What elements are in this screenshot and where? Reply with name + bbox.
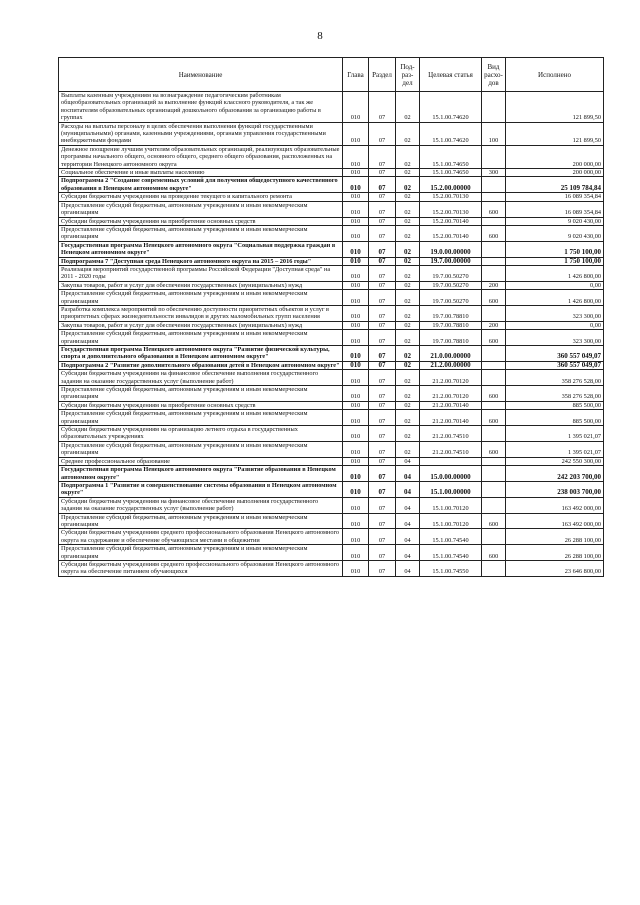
cell-name: Государственная программа Ненецкого автономного округа "Социальная поддержка граждан в Ненецком автономном округе"	[59, 241, 343, 257]
cell-razdel: 07	[369, 193, 396, 201]
cell-podrazdel: 04	[396, 481, 420, 497]
cell-vid: 600	[482, 330, 506, 346]
cell-executed: 1 426 800,00	[506, 265, 604, 281]
cell-glava: 010	[343, 361, 369, 369]
cell-podrazdel: 02	[396, 145, 420, 168]
cell-vid	[482, 497, 506, 513]
cell-podrazdel: 02	[396, 177, 420, 193]
cell-razdel: 07	[369, 92, 396, 123]
cell-razdel: 07	[369, 441, 396, 457]
cell-target: 19.7.00.50270	[420, 290, 482, 306]
cell-executed: 238 003 700,00	[506, 481, 604, 497]
cell-vid: 600	[482, 290, 506, 306]
table-row	[59, 225, 604, 241]
cell-podrazdel: 04	[396, 560, 420, 576]
cell-podrazdel: 02	[396, 401, 420, 409]
cell-razdel: 07	[369, 370, 396, 386]
cell-executed: 885 500,00	[506, 401, 604, 409]
cell-podrazdel: 02	[396, 290, 420, 306]
table-row	[59, 169, 604, 177]
cell-vid	[482, 457, 506, 465]
cell-glava: 010	[343, 193, 369, 201]
cell-glava: 010	[343, 410, 369, 426]
cell-target: 19.7.00.78810	[420, 321, 482, 329]
table-row	[59, 513, 604, 529]
cell-razdel: 07	[369, 481, 396, 497]
table-row	[59, 257, 604, 265]
cell-target: 15.1.00.74620	[420, 122, 482, 145]
cell-executed: 0,00	[506, 281, 604, 289]
cell-target: 21.2.00.70140	[420, 410, 482, 426]
cell-executed: 885 500,00	[506, 410, 604, 426]
cell-razdel: 07	[369, 225, 396, 241]
cell-target: 15.1.00.74620	[420, 92, 482, 123]
table-row	[59, 305, 604, 321]
cell-podrazdel: 04	[396, 457, 420, 465]
cell-executed: 26 288 100,00	[506, 529, 604, 545]
cell-razdel: 07	[369, 145, 396, 168]
cell-podrazdel: 02	[396, 305, 420, 321]
cell-podrazdel: 04	[396, 513, 420, 529]
cell-vid: 600	[482, 410, 506, 426]
cell-razdel: 07	[369, 281, 396, 289]
cell-glava: 010	[343, 346, 369, 362]
cell-vid	[482, 481, 506, 497]
header-glava: Глава	[343, 58, 369, 92]
table-row	[59, 217, 604, 225]
cell-podrazdel: 02	[396, 441, 420, 457]
cell-target: 15.2.00.00000	[420, 177, 482, 193]
cell-glava: 010	[343, 145, 369, 168]
cell-executed: 360 557 049,07	[506, 346, 604, 362]
cell-razdel: 07	[369, 169, 396, 177]
table-row	[59, 122, 604, 145]
cell-name: Субсидии бюджетным учреждениям на приобретение основных средств	[59, 401, 343, 409]
cell-target: 21.2.00.00000	[420, 361, 482, 369]
cell-glava: 010	[343, 290, 369, 306]
cell-vid	[482, 401, 506, 409]
table-row	[59, 426, 604, 442]
table-row	[59, 361, 604, 369]
header-executed: Исполнено	[506, 58, 604, 92]
table-row	[59, 193, 604, 201]
cell-razdel: 07	[369, 401, 396, 409]
cell-glava: 010	[343, 225, 369, 241]
cell-vid	[482, 193, 506, 201]
cell-target: 15.2.00.70130	[420, 201, 482, 217]
table-row	[59, 330, 604, 346]
cell-podrazdel: 02	[396, 201, 420, 217]
cell-name: Закупка товаров, работ и услуг для обеспечения государственных (муниципальных) нужд	[59, 321, 343, 329]
page-number: 8	[317, 30, 323, 42]
cell-razdel: 07	[369, 321, 396, 329]
cell-target: 15.1.00.74650	[420, 169, 482, 177]
cell-name: Реализация мероприятий государственной программы Российской Федерации "Доступная среда" на 2011 - 2020 годы	[59, 265, 343, 281]
cell-vid: 300	[482, 169, 506, 177]
cell-vid: 600	[482, 545, 506, 561]
cell-vid: 600	[482, 441, 506, 457]
cell-target: 15.1.00.74540	[420, 545, 482, 561]
cell-podrazdel: 02	[396, 321, 420, 329]
table-row	[59, 281, 604, 289]
cell-executed: 358 276 528,00	[506, 370, 604, 386]
cell-vid	[482, 265, 506, 281]
cell-vid: 200	[482, 281, 506, 289]
table-row	[59, 545, 604, 561]
cell-podrazdel: 02	[396, 92, 420, 123]
cell-podrazdel: 02	[396, 265, 420, 281]
cell-vid	[482, 346, 506, 362]
table-row	[59, 481, 604, 497]
cell-name: Закупка товаров, работ и услуг для обеспечения государственных (муниципальных) нужд	[59, 281, 343, 289]
cell-vid	[482, 92, 506, 123]
cell-executed: 200 000,00	[506, 145, 604, 168]
cell-glava: 010	[343, 330, 369, 346]
table-row	[59, 560, 604, 576]
cell-razdel: 07	[369, 122, 396, 145]
table-row	[59, 92, 604, 123]
cell-target: 15.1.00.74650	[420, 145, 482, 168]
cell-vid	[482, 529, 506, 545]
cell-target: 15.1.00.00000	[420, 481, 482, 497]
table-row	[59, 265, 604, 281]
cell-target	[420, 457, 482, 465]
cell-podrazdel: 02	[396, 281, 420, 289]
cell-target: 19.7.00.00000	[420, 257, 482, 265]
header-vid: Вид расхо- дов	[482, 58, 506, 92]
header-razdel: Раздел	[369, 58, 396, 92]
cell-podrazdel: 02	[396, 217, 420, 225]
cell-glava: 010	[343, 545, 369, 561]
cell-vid	[482, 370, 506, 386]
cell-glava: 010	[343, 122, 369, 145]
cell-glava: 010	[343, 321, 369, 329]
cell-name: Предоставление субсидий бюджетным, автономным учреждениям и иным некоммерческим организациям	[59, 441, 343, 457]
cell-target: 15.2.00.70140	[420, 225, 482, 241]
cell-podrazdel: 04	[396, 529, 420, 545]
cell-razdel: 07	[369, 529, 396, 545]
cell-vid: 600	[482, 386, 506, 402]
cell-glava: 010	[343, 217, 369, 225]
cell-glava: 010	[343, 177, 369, 193]
cell-podrazdel: 02	[396, 410, 420, 426]
cell-vid	[482, 177, 506, 193]
cell-razdel: 07	[369, 257, 396, 265]
cell-target: 15.1.00.74550	[420, 560, 482, 576]
cell-vid: 100	[482, 122, 506, 145]
cell-razdel: 07	[369, 217, 396, 225]
cell-executed: 9 020 430,00	[506, 225, 604, 241]
table-row	[59, 321, 604, 329]
cell-podrazdel: 02	[396, 386, 420, 402]
cell-target: 15.2.00.70130	[420, 193, 482, 201]
table-row	[59, 529, 604, 545]
cell-razdel: 07	[369, 290, 396, 306]
table-row	[59, 466, 604, 482]
cell-vid	[482, 305, 506, 321]
cell-executed: 323 300,00	[506, 305, 604, 321]
cell-vid	[482, 145, 506, 168]
cell-name: Субсидии бюджетным учреждениям на организацию летнего отдыха в государственных образовательных учреждениях	[59, 426, 343, 442]
cell-vid: 600	[482, 225, 506, 241]
cell-razdel: 07	[369, 457, 396, 465]
cell-executed: 121 899,50	[506, 122, 604, 145]
cell-razdel: 07	[369, 560, 396, 576]
cell-executed: 200 000,00	[506, 169, 604, 177]
cell-name: Подпрограмма 2 "Развитие дополнительного образования детей в Ненецком автономном округе"	[59, 361, 343, 369]
cell-glava: 010	[343, 281, 369, 289]
cell-name: Государственная программа Ненецкого автономного округа "Развитие образования в Ненецком автономном округе"	[59, 466, 343, 482]
table-row	[59, 201, 604, 217]
cell-podrazdel: 02	[396, 330, 420, 346]
cell-name: Разработка комплекса мероприятий по обеспечению доступности приоритетных объектов и услуг в приоритетных сферах жизнедеятельности инвалидов и других маломобильных групп населения	[59, 305, 343, 321]
cell-podrazdel: 02	[396, 241, 420, 257]
cell-glava: 010	[343, 401, 369, 409]
cell-glava: 010	[343, 560, 369, 576]
cell-executed: 1 395 021,07	[506, 441, 604, 457]
cell-vid	[482, 257, 506, 265]
header-name: Наименование	[59, 58, 343, 92]
cell-vid	[482, 217, 506, 225]
cell-glava: 010	[343, 257, 369, 265]
cell-glava: 010	[343, 457, 369, 465]
cell-name: Субсидии бюджетным учреждениям среднего профессионального образования Ненецкого автономного округа на обеспечение питанием обучающихся	[59, 560, 343, 576]
cell-executed: 9 020 430,00	[506, 217, 604, 225]
cell-glava: 010	[343, 529, 369, 545]
cell-vid	[482, 560, 506, 576]
cell-glava: 010	[343, 466, 369, 482]
table-row	[59, 410, 604, 426]
cell-glava: 010	[343, 386, 369, 402]
cell-name: Денежное поощрение лучшим учителям образовательных организаций, реализующих образовательные программы начального общего, основного общего, среднего общего образования, расположенных на территории Ненецкого автономного округа	[59, 145, 343, 168]
budget-execution-table	[58, 57, 604, 577]
cell-name: Предоставление субсидий бюджетным, автономным учреждениям и иным некоммерческим организациям	[59, 330, 343, 346]
cell-vid: 600	[482, 513, 506, 529]
cell-glava: 010	[343, 241, 369, 257]
cell-name: Предоставление субсидий бюджетным, автономным учреждениям и иным некоммерческим организациям	[59, 386, 343, 402]
cell-glava: 010	[343, 513, 369, 529]
cell-razdel: 07	[369, 241, 396, 257]
cell-name: Субсидии бюджетным учреждениям на проведение текущего и капитального ремонта	[59, 193, 343, 201]
cell-glava: 010	[343, 441, 369, 457]
cell-executed: 323 300,00	[506, 330, 604, 346]
table-row	[59, 497, 604, 513]
cell-name: Предоставление субсидий бюджетным, автономным учреждениям и иным некоммерческим организациям	[59, 201, 343, 217]
cell-podrazdel: 02	[396, 346, 420, 362]
cell-target: 21.2.00.70120	[420, 386, 482, 402]
cell-name: Подпрограмма 1 "Развитие и совершенствование системы образования в Ненецком автономном округе"	[59, 481, 343, 497]
cell-target: 21.2.00.74510	[420, 441, 482, 457]
cell-razdel: 07	[369, 497, 396, 513]
cell-razdel: 07	[369, 426, 396, 442]
cell-vid	[482, 241, 506, 257]
cell-podrazdel: 02	[396, 169, 420, 177]
cell-vid	[482, 361, 506, 369]
cell-name: Субсидии бюджетным учреждениям на приобретение основных средств	[59, 217, 343, 225]
cell-razdel: 07	[369, 386, 396, 402]
cell-glava: 010	[343, 201, 369, 217]
cell-name: Предоставление субсидий бюджетным, автономным учреждениям и иным некоммерческим организациям	[59, 545, 343, 561]
cell-razdel: 07	[369, 466, 396, 482]
cell-executed: 360 557 049,07	[506, 361, 604, 369]
cell-vid: 600	[482, 201, 506, 217]
cell-executed: 16 089 354,84	[506, 201, 604, 217]
cell-executed: 242 203 700,00	[506, 466, 604, 482]
cell-vid	[482, 466, 506, 482]
cell-executed: 121 899,50	[506, 92, 604, 123]
cell-glava: 010	[343, 370, 369, 386]
cell-executed: 358 276 528,00	[506, 386, 604, 402]
cell-name: Предоставление субсидий бюджетным, автономным учреждениям и иным некоммерческим организациям	[59, 225, 343, 241]
cell-target: 21.2.00.70120	[420, 370, 482, 386]
cell-target: 15.1.00.70120	[420, 497, 482, 513]
cell-executed: 0,00	[506, 321, 604, 329]
cell-glava: 010	[343, 265, 369, 281]
cell-target: 19.7.00.78810	[420, 330, 482, 346]
cell-glava: 010	[343, 92, 369, 123]
cell-target: 19.7.00.50270	[420, 265, 482, 281]
cell-podrazdel: 02	[396, 225, 420, 241]
cell-target: 19.7.00.78810	[420, 305, 482, 321]
cell-podrazdel: 02	[396, 370, 420, 386]
table-row	[59, 386, 604, 402]
cell-name: Субсидии бюджетным учреждениям на финансовое обеспечение выполнения государственного задания на оказание государственных услуг (выполнение работ)	[59, 370, 343, 386]
cell-name: Социальное обеспечение и иные выплаты населению	[59, 169, 343, 177]
cell-podrazdel: 04	[396, 497, 420, 513]
cell-glava: 010	[343, 169, 369, 177]
table-row	[59, 241, 604, 257]
table-row	[59, 346, 604, 362]
cell-razdel: 07	[369, 346, 396, 362]
table-row	[59, 457, 604, 465]
cell-executed: 26 288 100,00	[506, 545, 604, 561]
cell-podrazdel: 04	[396, 466, 420, 482]
cell-executed: 1 426 800,00	[506, 290, 604, 306]
table-row	[59, 290, 604, 306]
cell-target: 21.2.00.74510	[420, 426, 482, 442]
header-target: Целевая статья	[420, 58, 482, 92]
header-podrazdel: Под- раз- дел	[396, 58, 420, 92]
cell-name: Подпрограмма 7 "Доступная среда Ненецкого автономного округа на 2015 – 2016 годы"	[59, 257, 343, 265]
cell-razdel: 07	[369, 201, 396, 217]
cell-podrazdel: 04	[396, 545, 420, 561]
cell-glava: 010	[343, 305, 369, 321]
cell-name: Предоставление субсидий бюджетным, автономным учреждениям и иным некоммерческим организациям	[59, 513, 343, 529]
cell-podrazdel: 02	[396, 426, 420, 442]
cell-target: 19.7.00.50270	[420, 281, 482, 289]
cell-name: Государственная программа Ненецкого автономного округа "Развитие физической культуры, спорта и дополнительного образования в Ненецком автономном округе"	[59, 346, 343, 362]
table-row	[59, 370, 604, 386]
cell-target: 21.2.00.70140	[420, 401, 482, 409]
cell-podrazdel: 02	[396, 361, 420, 369]
cell-executed: 16 089 354,84	[506, 193, 604, 201]
cell-glava: 010	[343, 481, 369, 497]
table-row	[59, 145, 604, 168]
table-header-row	[59, 58, 604, 92]
table-row	[59, 441, 604, 457]
cell-target: 15.1.00.70120	[420, 513, 482, 529]
cell-razdel: 07	[369, 265, 396, 281]
cell-executed: 1 750 100,00	[506, 241, 604, 257]
cell-executed: 25 109 784,84	[506, 177, 604, 193]
cell-target: 19.0.00.00000	[420, 241, 482, 257]
cell-glava: 010	[343, 426, 369, 442]
cell-glava: 010	[343, 497, 369, 513]
cell-name: Субсидии бюджетным учреждениям на финансовое обеспечение выполнения государственного задания на оказание государственных услуг (выполнение работ)	[59, 497, 343, 513]
cell-name: Подпрограмма 2 "Создание современных условий для получения общедоступного качественного образования в Ненецком автономном округе"	[59, 177, 343, 193]
cell-razdel: 07	[369, 513, 396, 529]
cell-executed: 163 492 000,00	[506, 513, 604, 529]
cell-name: Субсидии бюджетным учреждениям среднего профессионального образования Ненецкого автономного округа на содержание и обеспечение обучающихся местами в общежитии	[59, 529, 343, 545]
table-body	[59, 92, 604, 577]
cell-razdel: 07	[369, 410, 396, 426]
cell-podrazdel: 02	[396, 193, 420, 201]
cell-executed: 163 492 000,00	[506, 497, 604, 513]
cell-razdel: 07	[369, 305, 396, 321]
cell-name: Предоставление субсидий бюджетным, автономным учреждениям и иным некоммерческим организациям	[59, 290, 343, 306]
cell-target: 21.0.00.00000	[420, 346, 482, 362]
cell-executed: 1 750 100,00	[506, 257, 604, 265]
table-row	[59, 177, 604, 193]
cell-executed: 1 395 021,07	[506, 426, 604, 442]
cell-name: Выплаты казенным учреждениям на вознаграждение педагогическим работникам общеобразовательных организаций за выполнение функций классного руководителя, а так же воспитателям образовательных организаций дошкольного образования за организацию работы в группах	[59, 92, 343, 123]
cell-executed: 242 550 300,00	[506, 457, 604, 465]
cell-razdel: 07	[369, 361, 396, 369]
cell-podrazdel: 02	[396, 257, 420, 265]
cell-name: Расходы на выплаты персоналу в целях обеспечения выполнения функций государственными (муниципальными) органами, казенными учреждениями, органами управления государственными внебюджетными фондами	[59, 122, 343, 145]
cell-name: Среднее профессиональное образование	[59, 457, 343, 465]
cell-name: Предоставление субсидий бюджетным, автономным учреждениям и иным некоммерческим организациям	[59, 410, 343, 426]
cell-podrazdel: 02	[396, 122, 420, 145]
cell-target: 15.2.00.70140	[420, 217, 482, 225]
table-row	[59, 401, 604, 409]
cell-vid	[482, 426, 506, 442]
cell-target: 15.1.00.74540	[420, 529, 482, 545]
cell-razdel: 07	[369, 545, 396, 561]
cell-razdel: 07	[369, 330, 396, 346]
cell-target: 15.0.00.00000	[420, 466, 482, 482]
cell-razdel: 07	[369, 177, 396, 193]
cell-vid: 200	[482, 321, 506, 329]
cell-executed: 23 646 800,00	[506, 560, 604, 576]
